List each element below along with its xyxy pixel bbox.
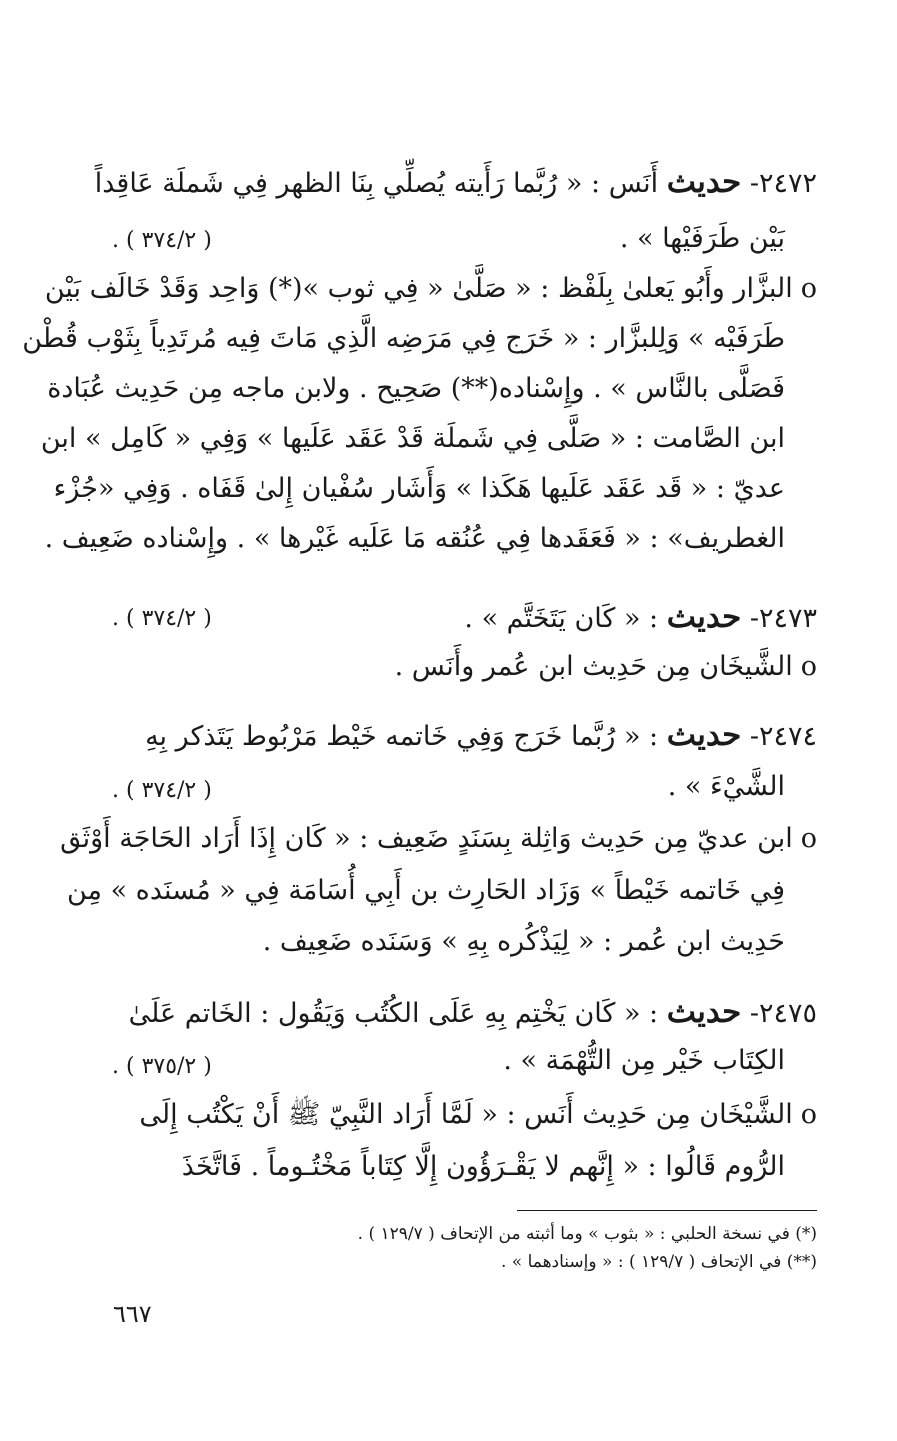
takhrij-line: فَصَلَّى بالنَّاس » . وإِسْناده(**) صَحِيح . ولابن ماجه مِن حَدِيث عُبَادة — [47, 373, 785, 404]
hadith-heading — [129, 995, 817, 1031]
volume-page-reference: ( ٣٧٤/٢ ) . — [112, 228, 212, 253]
takhrij-line: عديّ : « قَد عَقَد عَلَيها هَكَذا » وَأَشَار سُفْيان إِلىٰ قَفَاه . وَفِي «جُزْء — [53, 473, 785, 504]
bullet-marker: o — [800, 1099, 817, 1130]
takhrij-line: oابن عديّ مِن حَدِيث وَاثِلة بِسَنَدٍ ضَعِيف : « كَان إِذَا أَرَاد الحَاجَة أَوْثَق — [60, 823, 817, 854]
takhrij-line: oالشَّيخَان مِن حَدِيث ابن عُمر وأَنَس . — [394, 651, 817, 682]
hadith-text: : « كَان يَتَخَتَّم » . — [464, 603, 659, 634]
hadith-number: ٢٤٧٤- — [749, 721, 817, 752]
footnote: (*) في نسخة الحلبي : « بثوب » وما أثبته من الإتحاف ( ١٢٩/٧ ) . — [357, 1224, 817, 1244]
footnote-separator — [517, 1210, 817, 1211]
hadith-text-continuation: بَيْن طَرَفَيْها » . — [619, 223, 785, 254]
takhrij-line: طَرَفَيْه » وَلِلبزَّار : « خَرَج فِي مَرَضِه الَّذِي مَاتَ فِيه مُرتَدِياً بِثَوْب قُطْن — [22, 323, 785, 354]
hadith-keyword: حديث — [666, 994, 742, 1030]
hadith-text-continuation: الشَّيْءَ » . — [667, 771, 785, 802]
bullet-marker: o — [800, 273, 817, 304]
hadith-number: ٢٤٧٣- — [749, 603, 817, 634]
hadith-heading — [464, 600, 817, 636]
volume-page-reference: ( ٣٧٥/٢ ) . — [112, 1054, 212, 1079]
hadith-number: ٢٤٧٢- — [749, 168, 817, 199]
volume-page-reference: ( ٣٧٤/٢ ) . — [112, 606, 212, 631]
volume-page-reference: ( ٣٧٤/٢ ) . — [112, 778, 212, 803]
page-number: ٦٦٧ — [113, 1300, 152, 1328]
takhrij-line: الرُّوم قَالُوا : « إِنَّهم لا يَقْـرَؤُون إِلَّا كِتَاباً مَخْتُـوماً . فَاتَّخَذَ — [181, 1151, 785, 1182]
footnote: (**) في الإتحاف ( ١٢٩/٧ ) : « وإسنادهما » . — [500, 1252, 817, 1272]
hadith-number: ٢٤٧٥- — [749, 998, 817, 1029]
hadith-keyword: حديث — [666, 599, 742, 635]
hadith-heading — [145, 718, 817, 754]
hadith-text: أَنَس : « رُبَّما رَأَيته يُصلِّي بِنَا الظهر فِي شَملَة عَاقِداً — [94, 168, 659, 199]
hadith-text: : « كَان يَخْتِم بِهِ عَلَى الكُتُب وَيَقُول : الخَاتم عَلَىٰ — [128, 998, 659, 1029]
takhrij-line: الغطريف» : « فَعَقَدها فِي عُنُقه مَا عَلَيه غَيْرها » . وإِسْناده ضَعِيف . — [44, 523, 785, 554]
hadith-keyword: حديث — [666, 164, 742, 200]
takhrij-line: فِي خَاتمه خَيْطاً » وَزَاد الحَارِث بن أَبِي أُسَامَة فِي « مُسنَده » مِن — [66, 875, 785, 906]
bullet-marker: o — [800, 651, 817, 682]
takhrij-line: حَدِيث ابن عُمر : « لِيَذْكُره بِهِ » وَسَنَده ضَعِيف . — [262, 926, 785, 957]
bullet-marker: o — [800, 823, 817, 854]
takhrij-line: ابن الصَّامت : « صَلَّى فِي شَملَة قَدْ عَقَد عَلَيها » وَفِي « كَامِل » ابن — [40, 423, 785, 454]
hadith-text: : « رُبَّما خَرَج وَفِي خَاتمه خَيْط مَرْبُوط يَتَذكر بِهِ — [145, 721, 659, 752]
hadith-heading — [95, 165, 817, 201]
takhrij-line: oالبزَّار وأَبُو يَعلىٰ بِلَفْظ : « صَلَّىٰ « فِي ثوب »(*) وَاحِد وَقَدْ خَالَف بَيْن — [44, 273, 817, 304]
hadith-text-continuation: الكِتَاب خَيْر مِن التُّهْمَة » . — [503, 1045, 785, 1076]
takhrij-line: oالشَّيْخَان مِن حَدِيث أَنَس : « لَمَّا أَرَاد النَّبِيّ ﷺ أَنْ يَكْتُب إِلَى — [139, 1099, 817, 1130]
hadith-keyword: حديث — [666, 717, 742, 753]
